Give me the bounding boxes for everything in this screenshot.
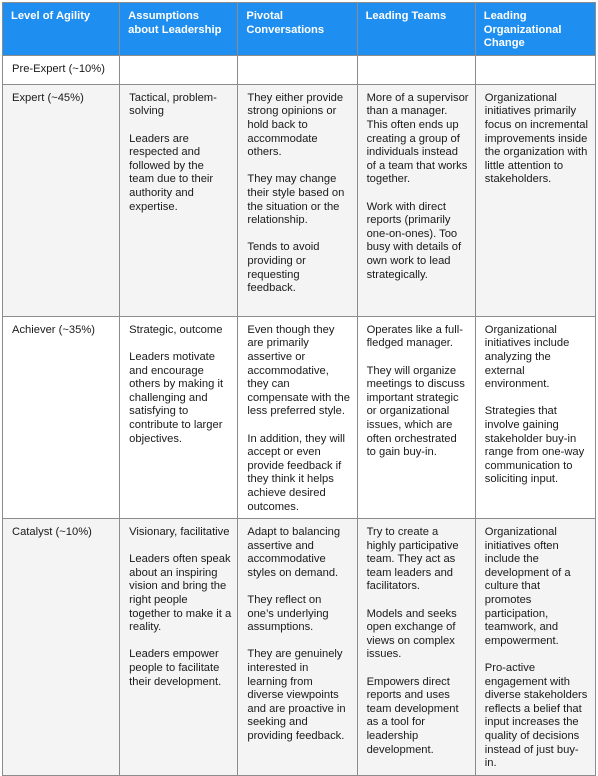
table-row xyxy=(3,519,596,776)
teams-cell xyxy=(357,55,475,84)
level-cell: Expert (~45%) xyxy=(3,84,120,316)
assumptions-cell xyxy=(120,55,238,84)
cell-paragraph: They reflect on one’s underlying assumptions. xyxy=(247,594,329,634)
conversations-cell xyxy=(238,519,357,776)
cell-paragraph: Organizational initiatives primarily focus on incremental improvements inside the organization with little attention to stakeholders. xyxy=(484,91,588,186)
conversations-cell xyxy=(238,55,357,84)
table-row xyxy=(3,84,596,316)
cell-paragraph: Visionary, facilitative xyxy=(129,526,230,539)
cell-paragraph: Leaders motivate and encourage others by making it challenging and satisfying to contribute to larger objectives. xyxy=(129,350,224,445)
level-cell: Pre-Expert (~10%) xyxy=(3,55,120,84)
cell-paragraph: They are genuinely interested in learning from diverse viewpoints and are proactive in seeking and providing feedback. xyxy=(247,648,346,742)
header-assumptions-about-leadership: Assumptions about Leadership xyxy=(120,3,238,56)
level-cell: Catalyst (~10%) xyxy=(3,519,120,776)
cell-paragraph: They may change their style based on the situation or the relationship. xyxy=(247,173,345,227)
cell-paragraph: In addition, they will accept or even provide feedback if they think it helps achieve desired outcomes. xyxy=(247,432,345,513)
conversations-cell xyxy=(238,316,357,518)
level-cell: Achiever (~35%) xyxy=(3,316,120,518)
cell-paragraph: Tactical, problem-solving xyxy=(129,91,217,118)
cell-paragraph: Strategic, outcome xyxy=(129,323,223,336)
change-cell xyxy=(475,84,595,316)
header-leading-organizational-change: Leading Organizational Change xyxy=(475,3,595,56)
cell-paragraph: Organizational initiatives include analyzing the external environment. xyxy=(484,323,570,391)
cell-paragraph: Operates like a full-fledged manager. xyxy=(366,323,463,350)
change-cell xyxy=(475,55,595,84)
cell-paragraph: They either provide strong opinions or hold back to accommodate others. xyxy=(247,91,344,159)
assumptions-cell xyxy=(120,316,238,518)
table-row xyxy=(3,316,596,518)
assumptions-cell xyxy=(120,519,238,776)
conversations-cell xyxy=(238,84,357,316)
header-level-of-agility: Level of Agility xyxy=(3,3,120,56)
cell-paragraph: They will organize meetings to discuss important strategic or organizational issues, which are often orchestrated to gain buy-in. xyxy=(366,364,465,459)
teams-cell xyxy=(357,84,475,316)
cell-paragraph: Leaders are respected and followed by the team due to their authority and expertise. xyxy=(129,132,214,213)
cell-paragraph: Adapt to balancing assertive and accommodative styles on demand. xyxy=(247,526,341,579)
cell-paragraph: Models and seeks open exchange of views on complex issues. xyxy=(366,607,457,661)
header-pivotal-conversations: Pivotal Conversations xyxy=(238,3,357,56)
cell-paragraph: More of a supervisor than a manager. This often ends up creating a group of individuals instead of a team that works together. xyxy=(366,91,469,186)
table-row xyxy=(3,55,596,84)
cell-paragraph: Work with direct reports (primarily one-on-ones). Too busy with details of own work to lead strategically. xyxy=(366,200,462,281)
header-row xyxy=(3,3,596,56)
change-cell xyxy=(475,519,595,776)
cell-paragraph: Organizational initiatives often include the development of a culture that promotes participation, teamwork, and empowerment. xyxy=(484,526,571,647)
assumptions-cell xyxy=(120,84,238,316)
change-cell xyxy=(475,316,595,518)
teams-cell xyxy=(357,519,475,776)
cell-paragraph: Pro-active engagement with diverse stakeholders reflects a belief that input increases the quality of decisions instead of just buy-in. xyxy=(484,662,588,770)
cell-paragraph: Try to create a highly participative team. They act as team leaders and facilitators. xyxy=(366,526,459,593)
teams-cell xyxy=(357,316,475,518)
cell-paragraph: Even though they are primarily assertive or accommodative, they can compensate with the less preferred style. xyxy=(247,323,350,418)
cell-paragraph: Empowers direct reports and uses team development as a tool for leadership development. xyxy=(366,675,459,756)
cell-paragraph: Leaders often speak about an inspiring vision and bring the right people together to make it a reality. xyxy=(129,553,232,634)
leadership-agility-table xyxy=(2,2,596,776)
cell-paragraph: Tends to avoid providing or requesting feedback. xyxy=(247,241,320,295)
header-leading-teams: Leading Teams xyxy=(357,3,475,56)
cell-paragraph: Leaders empower people to facilitate their development. xyxy=(129,648,222,688)
cell-paragraph: Strategies that involve gaining stakeholder buy-in range from one-way communication to soliciting input. xyxy=(484,405,585,486)
